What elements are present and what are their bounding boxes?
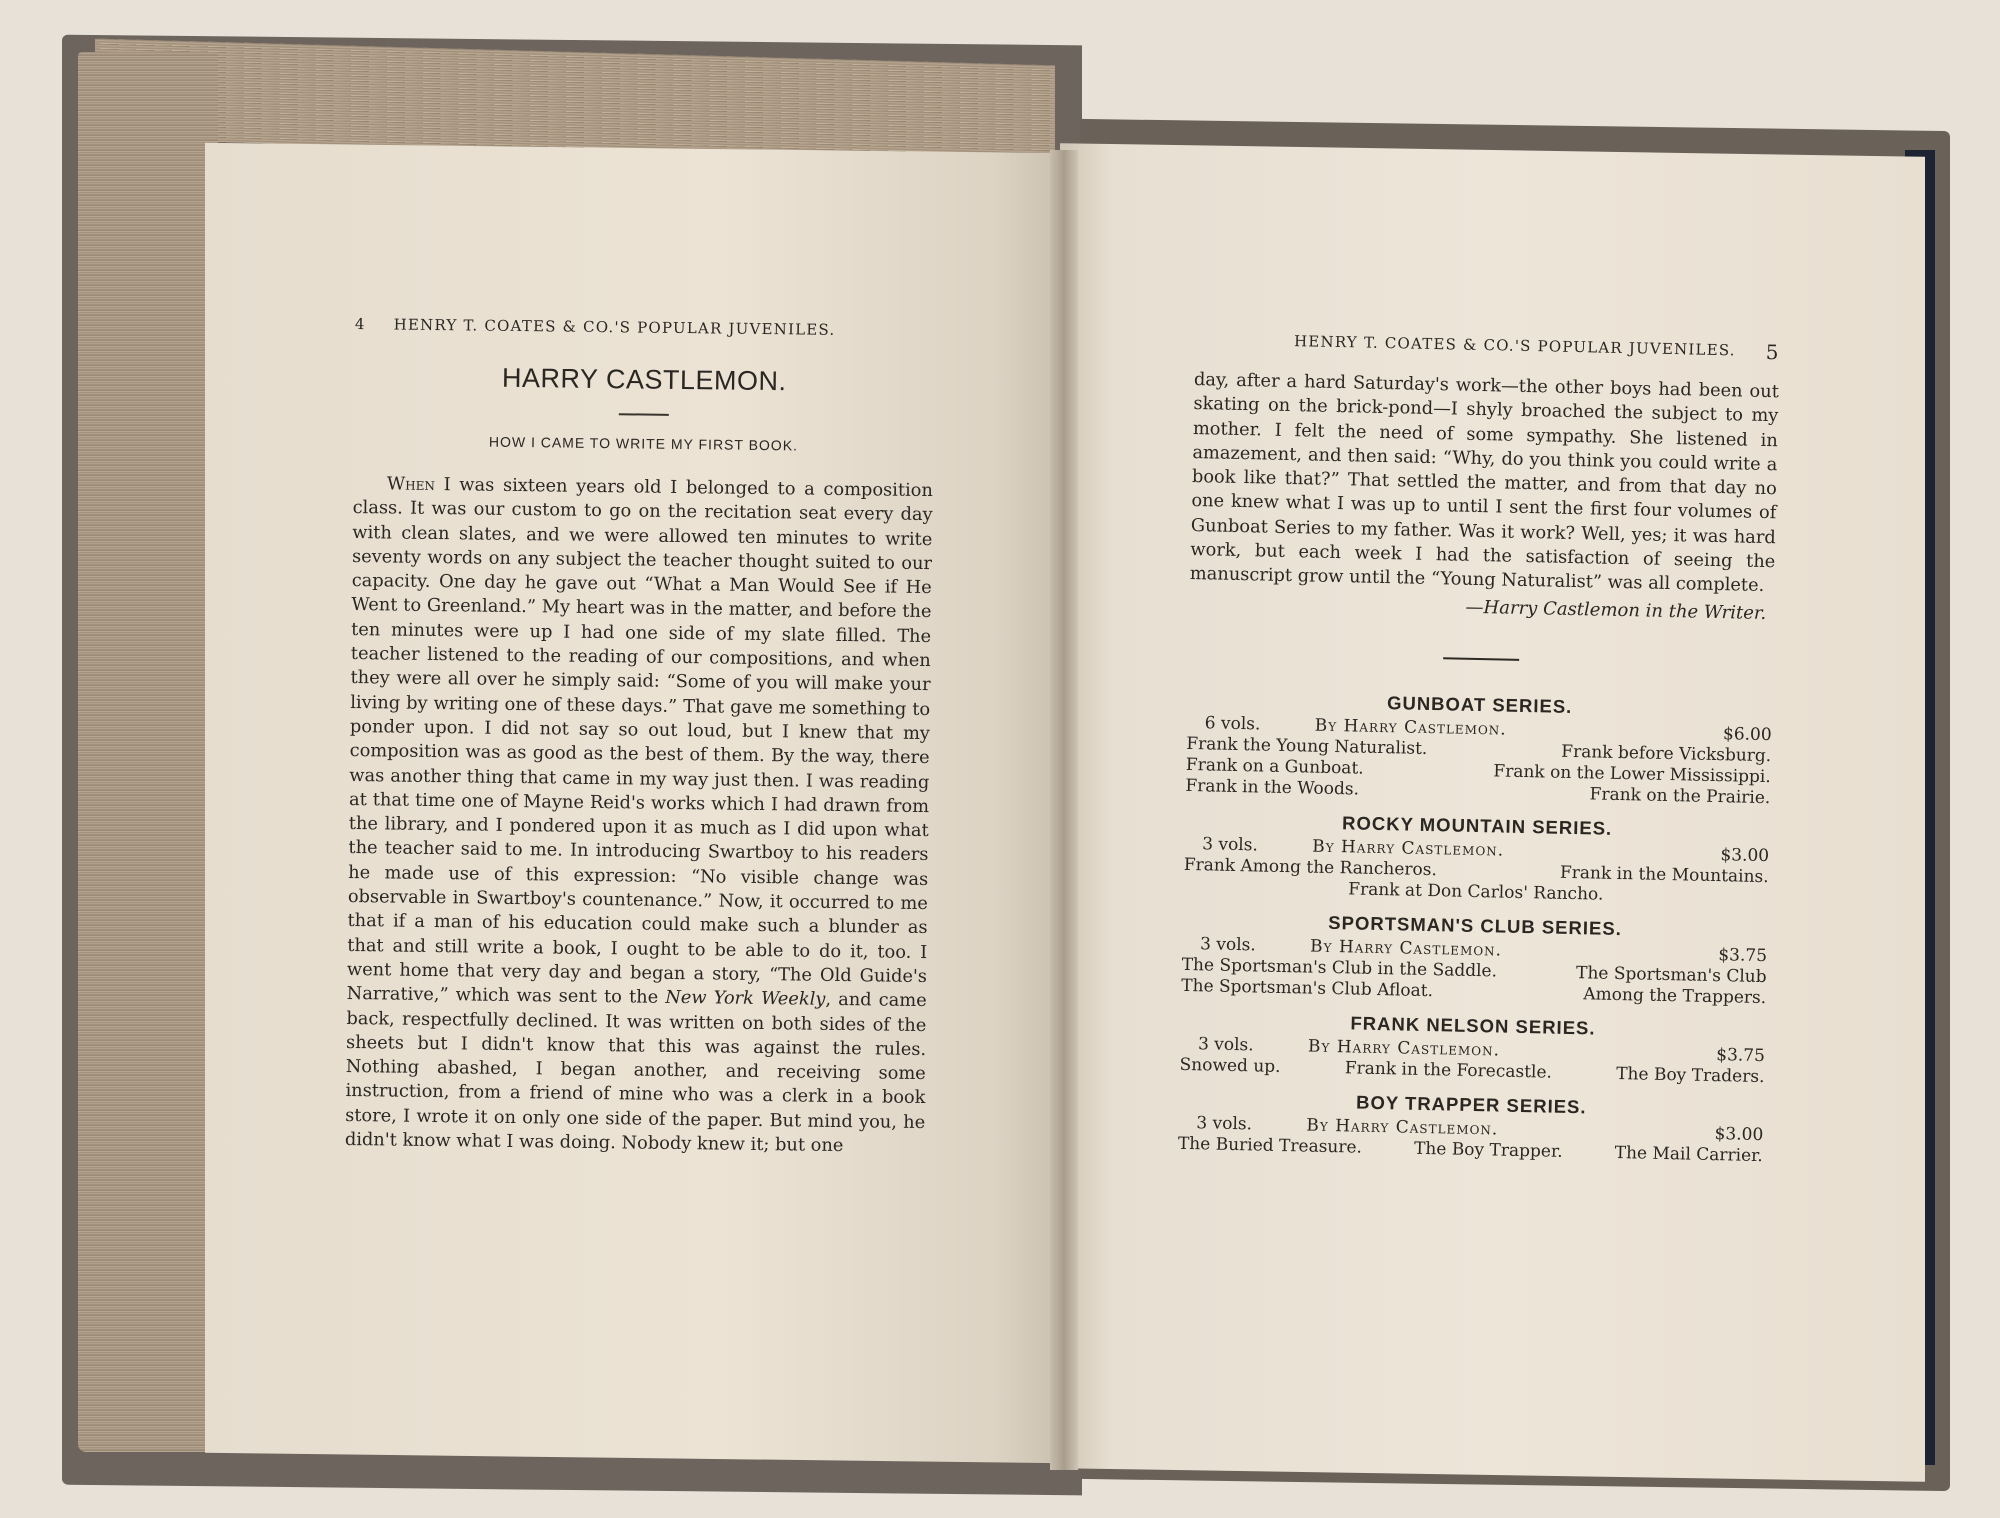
book-title: Frank Among the Rancheros.: [1183, 854, 1438, 880]
book-title: Frank on a Gunboat.: [1185, 754, 1364, 779]
body-start: I was sixteen years old I belonged to a composition class. It was our custom to go on the recitation seat every day with clean slates, and we were allowed ten minutes to write seventy words on any subject the teacher thought suited to our capacity. One day he gave out “What a Man Would See if He Went to Greenland.” My heart was in the matter, and before the ten minutes were up I had one side of my slate filled. The teacher listened to the reading of our compositions, and when they were all over he simply said: “Some of you will make your living by writing one of these days.” That gave me something to ponder upon. I did not say so out loud, but I knew that my composition was as good as the best of them. By the way, there was another thing that came in my way just then. I was reading at that time one of Mayne Reid's works which I had drawn from the library, and I pondered upon it as much as I did upon what the teacher said to me. In introducing Swartboy to his readers he made use of this expression: “No visible change was observable in Swartboy's countenance.” Now, it occurred to me that if a man of his education could make such a blunder as that and still write a book, I ought to be able to do it, too. I went home that very day and began a story, “The Old Guide's Narrative,” which was sent to the: [346, 473, 934, 1009]
series-title: BOY TRAPPER SERIES.: [1355, 1091, 1587, 1118]
book-title: Frank on the Lower Mississippi.: [1493, 761, 1771, 787]
series-vols: 3 vols.: [1197, 1033, 1254, 1056]
book-title: Snowed up.: [1179, 1054, 1281, 1077]
series-listing: [1181, 909, 1768, 1009]
article-paragraph: [345, 472, 933, 1159]
series-vols: 3 vols.: [1196, 1112, 1253, 1135]
series-title: SPORTSMAN'S CLUB SERIES.: [1328, 911, 1623, 939]
book-title: The Sportsman's Club: [1575, 962, 1767, 987]
book-title: The Boy Traders.: [1615, 1063, 1765, 1087]
italic-title: New York Weekly: [665, 987, 826, 1011]
right-page-number: 5: [1765, 339, 1780, 365]
series-author: By Harry Castlemon.: [1312, 836, 1505, 861]
books-column-right: [1493, 740, 1772, 809]
title-rule: [619, 413, 669, 416]
book-gutter: [1050, 150, 1078, 1470]
left-running-head-text: HENRY T. COATES & CO.'S POPULAR JUVENILES.: [393, 315, 836, 339]
right-page-content: [1177, 330, 1779, 1179]
article-continuation: [1190, 368, 1779, 599]
series-title: FRANK NELSON SERIES.: [1350, 1012, 1596, 1039]
books-column-left: [1185, 734, 1427, 802]
book-title: Frank in the Woods.: [1185, 775, 1360, 800]
lead-word: When: [386, 473, 436, 495]
series-author: By Harry Castlemon.: [1307, 1036, 1501, 1061]
book-title: Frank on the Prairie.: [1589, 784, 1771, 808]
article-body: [345, 472, 933, 1159]
series-vols: 6 vols.: [1204, 712, 1261, 735]
books-column-left: [1181, 955, 1497, 1004]
series-price: $3.00: [1714, 1123, 1764, 1145]
series-vols: 3 vols.: [1202, 833, 1259, 856]
book-title: Among the Trappers.: [1583, 983, 1767, 1008]
book-title: The Boy Trapper.: [1413, 1138, 1563, 1162]
books-column-right: [1575, 963, 1766, 1009]
book-title: The Sportsman's Club in the Saddle.: [1181, 954, 1498, 982]
series-listing: [1183, 809, 1770, 909]
continuation-paragraph: day, after a hard Saturday's work—the other boys had been out skating on the brick-pond—I shyly broached the subject to my mother. I felt the need of some sympathy. She listened in amazement, and then said: “Why, do you think you could write a book like that?” That settled the matter, and from that day no one knew what I was up to until I sent the first four volumes of Gunboat Series to my father. Was it work? Well, yes; it was hard work, but each week I had the satisfaction of seeing the manuscript grow until the “Young Naturalist” was all complete.: [1189, 368, 1780, 597]
series-listing: [1179, 1009, 1765, 1088]
book-title: The Mail Carrier.: [1614, 1142, 1764, 1166]
series-price: $3.00: [1720, 844, 1770, 866]
body-end: , and came back, respectfully declined. It was written on both sides of the sheets but I didn't know that this was against the rules. Nothing abashed, I began another, and receiving some instruction, from a friend of mine who was a clerk in a book store, I wrote it on only one side of the paper. But mind you, he didn't know what I was doing. Nobody knew it; but one: [344, 989, 927, 1157]
series-books: [1185, 734, 1771, 809]
series-title: GUNBOAT SERIES.: [1386, 691, 1573, 717]
article-subtitle: HOW I CAME TO WRITE MY FIRST BOOK.: [488, 433, 799, 454]
series-author: By Harry Castlemon.: [1314, 715, 1507, 740]
page-block-fore-edge: [78, 52, 218, 1452]
series-price: $3.75: [1716, 1044, 1766, 1066]
book-title: Frank the Young Naturalist.: [1186, 733, 1428, 759]
book-title: Frank before Vicksburg.: [1561, 741, 1772, 766]
series-title: ROCKY MOUNTAIN SERIES.: [1341, 811, 1613, 839]
book-title: The Buried Treasure.: [1177, 1133, 1363, 1158]
series-vols: 3 vols.: [1199, 933, 1256, 956]
series-listing: [1178, 1088, 1764, 1167]
book-title: Frank in the Forecastle.: [1344, 1057, 1553, 1083]
book-title: Frank in the Mountains.: [1559, 862, 1769, 887]
series-price: $3.75: [1718, 944, 1768, 966]
left-page-number: 4: [354, 315, 366, 334]
book-title: The Sportsman's Club Afloat.: [1181, 975, 1434, 1001]
series-price: $6.00: [1722, 723, 1772, 745]
attribution: —Harry Castlemon in the Writer.: [1465, 596, 1767, 624]
series-listing: [1185, 688, 1772, 809]
left-page-content: [345, 315, 935, 1159]
right-running-head-text: HENRY T. COATES & CO.'S POPULAR JUVENILES.: [1293, 332, 1736, 360]
series-author: By Harry Castlemon.: [1309, 936, 1503, 961]
series-author: By Harry Castlemon.: [1306, 1115, 1499, 1140]
article-title: HARRY CASTLEMON.: [501, 362, 787, 397]
section-rule: [1443, 657, 1519, 661]
book-title: Frank at Don Carlos' Rancho.: [1348, 879, 1604, 905]
